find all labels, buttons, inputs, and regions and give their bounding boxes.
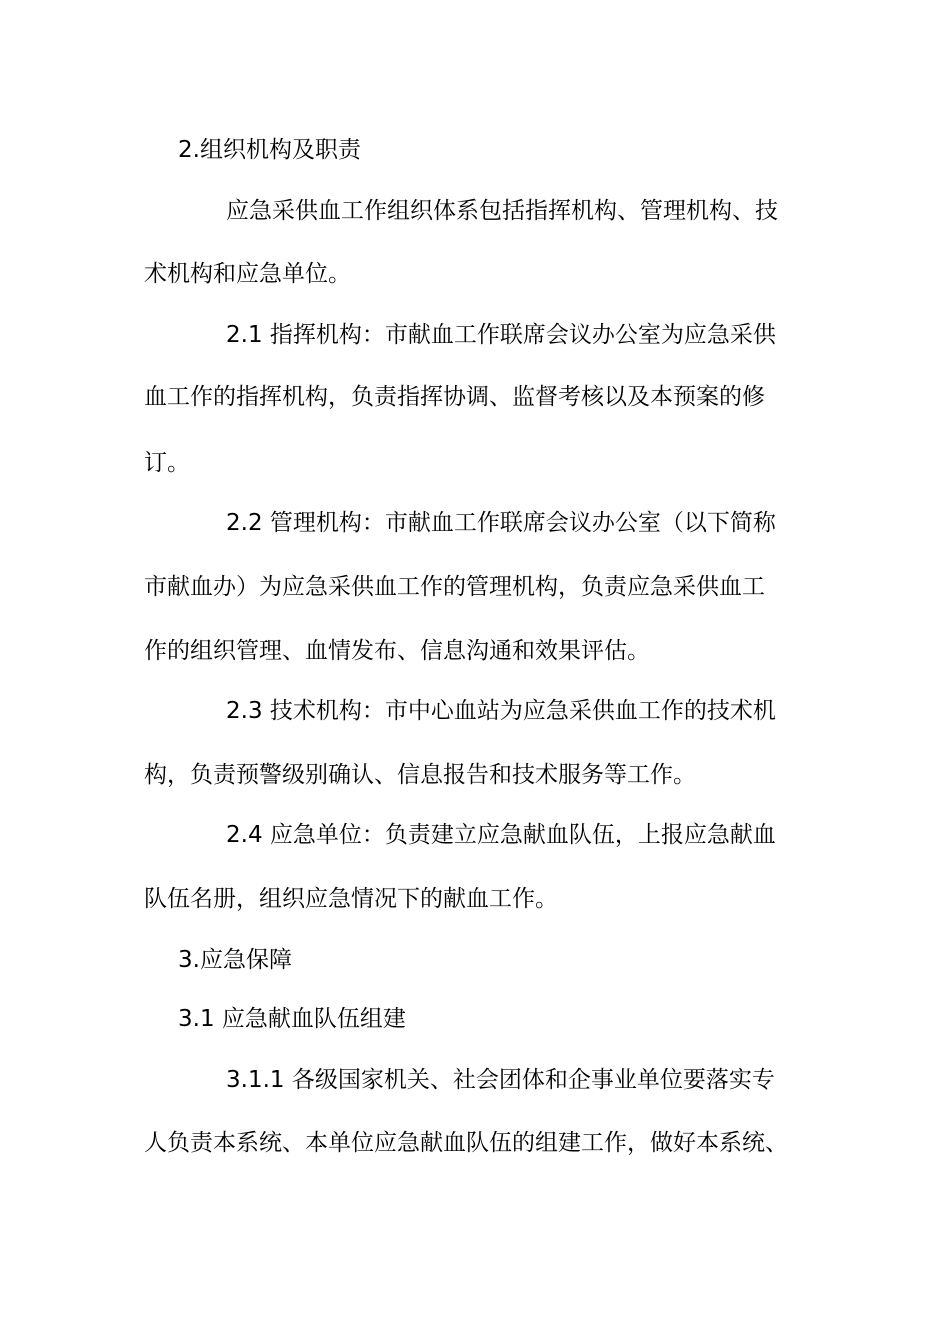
paragraph-line: 作的组织管理、血情发布、信息沟通和效果评估。	[144, 638, 650, 664]
subsection-heading-3-1: 3.1 应急献血队伍组建	[178, 1006, 406, 1032]
paragraph-line: 2.4 应急单位：负责建立应急献血队伍，上报应急献血	[226, 822, 776, 848]
paragraph-line: 术机构和应急单位。	[144, 261, 351, 287]
paragraph-line: 市献血办）为应急采供血工作的管理机构，负责应急采供血工	[144, 574, 765, 600]
paragraph-line: 队伍名册，组织应急情况下的献血工作。	[144, 886, 558, 912]
paragraph-line: 2.3 技术机构：市中心血站为应急采供血工作的技术机	[226, 698, 776, 724]
paragraph-line: 2.2 管理机构：市献血工作联席会议办公室（以下简称	[226, 510, 776, 536]
paragraph-line: 订。	[144, 450, 190, 476]
paragraph-line: 2.1 指挥机构：市献血工作联席会议办公室为应急采供	[226, 322, 776, 348]
paragraph-line: 3.1.1 各级国家机关、社会团体和企事业单位要落实专	[226, 1067, 775, 1093]
paragraph-line: 构，负责预警级别确认、信息报告和技术服务等工作。	[144, 762, 696, 788]
paragraph-line: 应急采供血工作组织体系包括指挥机构、管理机构、技	[226, 198, 778, 224]
paragraph-line: 人负责本系统、本单位应急献血队伍的组建工作，做好本系统、	[144, 1130, 788, 1156]
section-heading-3: 3.应急保障	[178, 947, 292, 973]
section-heading-2: 2.组织机构及职责	[178, 137, 361, 163]
paragraph-line: 血工作的指挥机构，负责指挥协调、监督考核以及本预案的修	[144, 384, 765, 410]
